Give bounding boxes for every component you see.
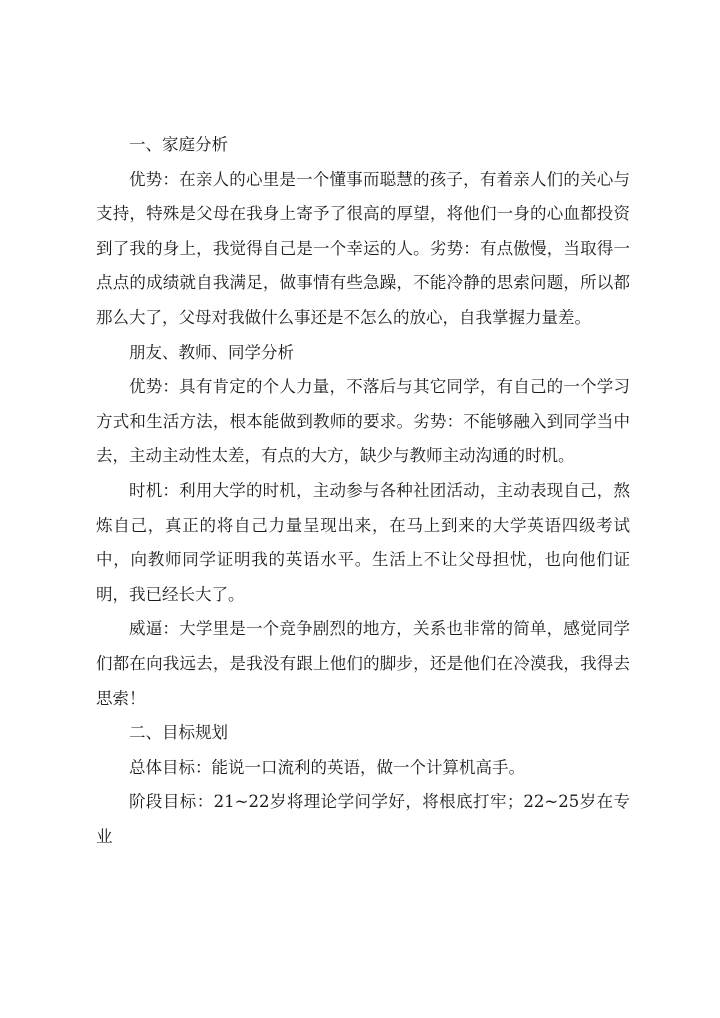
- document-body: [96, 128, 630, 854]
- section-heading-family-analysis: 一、家庭分析: [129, 135, 228, 154]
- paragraph-overall-goal: 总体目标：能说一口流利的英语，做一个计算机高手。: [129, 757, 525, 777]
- paragraph-opportunities: 时机：利用大学的时机，主动参与各种社团活动，主动表现自己，熬炼自己，真正的将自己力量呈现出来，在马上到来的大学英语四级考试中，向教师同学证明我的英语水平。生活上不让父母担忧，也向他们证明，我已经长大了。: [96, 480, 630, 604]
- section-heading-goal-planning: 二、目标规划: [129, 723, 228, 743]
- paragraph-social-strengths-weaknesses: 优势：具有肯定的个人力量，不落后与其它同学，有自己的一个学习方式和生活方法，根本能做到教师的要求。劣势：不能够融入到同学当中去，主动主动性太差，有点的大方，缺少与教师主动沟通的时机。: [96, 377, 630, 466]
- paragraph-threats: 威逼：大学里是一个竞争剧烈的地方，关系也非常的简单，感觉同学们都在向我远去，是我没有跟上他们的脚步，还是他们在冷漠我，我得去思索！: [96, 619, 630, 708]
- paragraph-stage-goal: 阶段目标：21~22岁将理论学问学好，将根底打牢；22~25岁在专业: [96, 792, 630, 846]
- paragraph-family-strengths-weaknesses: 优势：在亲人的心里是一个懂事而聪慧的孩子，有着亲人们的关心与支持，特殊是父母在我身上寄予了很高的厚望，将他们一身的心血都投资到了我的身上，我觉得自己是一个幸运的人。劣势：有点傲慢，当取得一点点的成绩就自我满足，做事情有些急躁，不能冷静的思索问题，所以都那么大了，父母对我做什么事还是不怎么的放心，自我掌握力量差。: [96, 169, 630, 327]
- section-heading-friends-teachers-classmates: 朋友、教师、同学分析: [129, 342, 294, 362]
